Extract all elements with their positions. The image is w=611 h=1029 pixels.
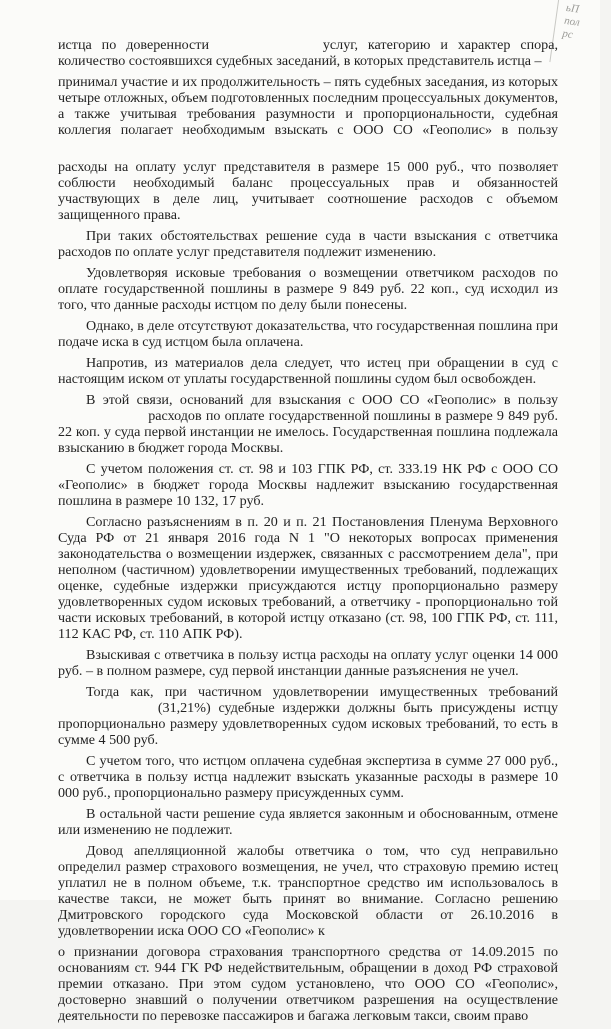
paragraph-text-before: истца по доверенности bbox=[58, 37, 209, 53]
paragraph-text-before: В этой связи, оснований для взыскания с ООО СО «Геополис» в пользу bbox=[86, 392, 558, 408]
paragraph-text: расходов по оплате государственной пошлины в размере 9 849 руб. 22 коп. у суда первой инстанции не имелось. Государственная пошлина подлежала взысканию в бюджет города Москвы. bbox=[58, 408, 558, 456]
paragraph-text: (31,21%) судебные издержки должны быть присуждены истцу пропорционально размеру удовлетворенных судом исковых требований, то есть в сумме 4 500 руб. bbox=[58, 700, 558, 748]
paragraph-text: Напротив, из материалов дела следует, что истец при обращении в суд с настоящим иском от уплаты государственной пошлины судом был освобожден. bbox=[58, 355, 558, 387]
paragraph bbox=[58, 684, 558, 748]
paragraph-text: В остальной части решение суда является законным и обоснованным, отмене или изменению не подлежит. bbox=[58, 806, 558, 838]
document-body bbox=[58, 37, 558, 1029]
corner-stamp-fragment bbox=[549, 0, 610, 69]
paragraph-text: Согласно разъяснениям в п. 20 и п. 21 Постановления Пленума Верховного Суда РФ от 21 января 2016 года N 1 "О некоторых вопросах применения законодательства о возмещении издержек, связанных с рассмотрением дела", при неполном (частичном) удовлетворении имущественных требований, подлежащих оценке, судебные издержки присуждаются истцу пропорционально размеру удовлетворенных судом исковых требований, а ответчику - пропорционально той части исковых требований, в которой истцу отказано (ст. 98, 100 ГПК РФ, ст. 111, 112 КАС РФ, ст. 110 АПК РФ). bbox=[58, 514, 558, 642]
paragraph-text: Взыскивая с ответчика в пользу истца расходы на оплату услуг оценки 14 000 руб. – в полном размере, суд первой инстанции данные разъяснения не учел. bbox=[58, 647, 558, 679]
paragraph-text: При таких обстоятельствах решение суда в части взыскания с ответчика расходов по оплате услуг представителя подлежит изменению. bbox=[58, 228, 558, 260]
paragraph-text: расходы на оплату услуг представителя в размере 15 000 руб., что позволяет соблюсти необходимый баланс процессуальных прав и обязанностей участвующих в деле лиц, учитывает соотношение расходов с объемом защищенного права. bbox=[58, 159, 558, 223]
paragraph bbox=[58, 753, 558, 801]
paragraph bbox=[58, 159, 558, 223]
paragraph bbox=[58, 265, 558, 313]
paragraph-text-before: Тогда как, при частичном удовлетворении имущественных требований bbox=[86, 684, 558, 700]
paragraph bbox=[58, 944, 558, 1024]
paragraph bbox=[58, 228, 558, 260]
paragraph-text: Однако, в деле отсутствуют доказательства, что государственная пошлина при подаче иска в суд истцом была оплачена. bbox=[58, 318, 558, 350]
paragraph bbox=[58, 318, 558, 350]
paragraph-text: о признании договора страхования транспортного средства от 14.09.2015 по основаниям ст. 944 ГК РФ недействительным, обращении в доход РФ страховой премии отказано. При этом судом установлено, что ООО СО «Геополис», достоверно знавший о получении ответчиком разрешения на осуществление деятельности по перевозке пассажиров и багажа легковым такси, своим право bbox=[58, 944, 558, 1024]
paragraph-text: услуг, категорию и характер спора, количество состоявшихся судебных заседаний, в которых представитель истца – bbox=[58, 37, 558, 69]
paragraph-text: С учетом того, что истцом оплачена судебная экспертиза в сумме 27 000 руб., с ответчика в пользу истца надлежит взыскать указанные расходы в размере 10 000 руб., пропорционально размеру присужденных сумм. bbox=[58, 753, 558, 801]
paragraph-text: Довод апелляционной жалобы ответчика о том, что суд неправильно определил размер страхового возмещения, не учел, что страховую премию истец уплатил не в полном объеме, т.к. транспортное средство им использовалось в качестве такси, не может быть принят во внимание. Согласно решению Дмитровского городского суда Московской области от 26.10.2016 в удовлетворении иска ООО СО «Геополис» к bbox=[58, 843, 558, 939]
paragraph-text: Удовлетворяя исковые требования о возмещении ответчиком расходов по оплате государственной пошлины в размере 9 849 руб. 22 коп., суд исходил из того, что данные расходы истцом по делу были понесены. bbox=[58, 265, 558, 313]
paragraph bbox=[58, 843, 558, 939]
paragraph bbox=[58, 647, 558, 679]
paragraph bbox=[58, 514, 558, 642]
paragraph bbox=[58, 355, 558, 387]
corner-text: ьП пол рс bbox=[561, 1, 581, 41]
paragraph-text: принимал участие и их продолжительность – пять судебных заседания, из которых четыре отложных, объем подготовленных последним процессуальных документов, а также учитывая требования разумности и пропорциональности, судебная коллегия полагает необходимым взыскать с ООО СО «Геополис» в пользу bbox=[58, 74, 558, 138]
paragraph-text: С учетом положения ст. ст. 98 и 103 ГПК РФ, ст. 333.19 НК РФ с ООО СО «Геополис» в бюджет города Москвы надлежит взысканию государственная пошлина в размере 10 132, 17 руб. bbox=[58, 461, 558, 509]
paragraph bbox=[58, 461, 558, 509]
paragraph bbox=[58, 37, 558, 69]
paragraph bbox=[58, 392, 558, 456]
paragraph bbox=[58, 806, 558, 838]
paragraph bbox=[58, 74, 558, 154]
